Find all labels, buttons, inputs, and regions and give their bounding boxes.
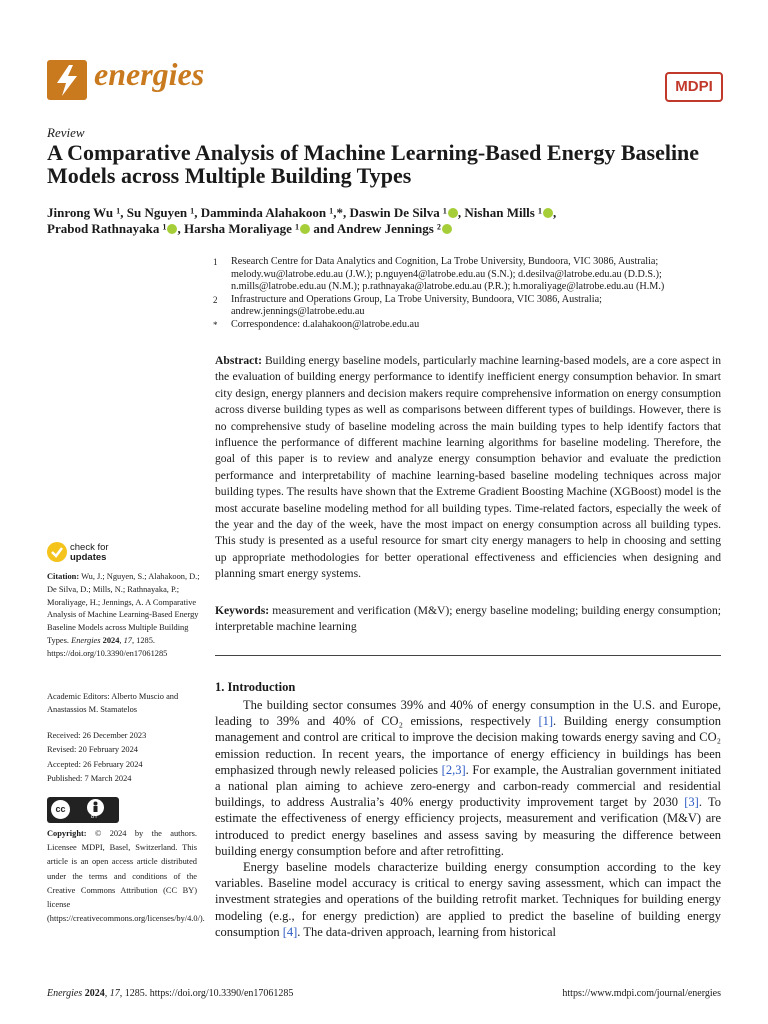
affiliation-mark: 2 [213,294,218,305]
affiliation-item [213,319,723,332]
abstract-text: Building energy baseline models, particularly machine learning-based models, are a core aspect in the evaluation of building energy performance to identify inefficient energy consumption behavior. In smart city design, energy planners and decision makers require comprehensive information on energy consumption across diverse building types as well as comparisons between different types of buildings. However, there is no comprehensive study of baseline modeling across the main building types to help identify factors that influence the performance of different machine learning algorithms for baseline modeling. Therefore, the goal of this paper is to review and analyze energy consumption behavior and evaluate the prediction performance and interpretability of machine learning-based baseline modeling techniques across major building types. The results have shown that the Extreme Gradient Boosting Machine (XGBoost) model is the most accurate baseline modeling method for all building types. Time-related factors, especially the week of the year and the day of the week, have the most impact on energy consumption across all building types. This study is presented as a useful resource for smart city energy managers to help in choosing and setting up appropriate methodologies for better operational effectiveness and efficiencies when designing and planning smart energy systems. [215,354,721,581]
citation-journal: Energies [71,635,101,645]
footer-citation [47,988,293,999]
article-type: Review [47,125,85,140]
author-text: Prabod Rathnayaka ¹ [47,221,167,236]
citation-label: Citation: [47,572,80,581]
academic-editors: Academic Editors: Alberto Muscio and Anastassios M. Stamatelos [47,692,179,714]
abstract [215,353,721,583]
journal-name: energies [94,56,205,92]
footer-volume: , 17 [104,988,120,999]
copyright-label: Copyright: [47,829,87,838]
check-updates-label[interactable] [70,543,109,563]
citation-link[interactable]: [4] [282,924,298,939]
orcid-icon[interactable] [543,208,553,218]
keywords-text: measurement and verification (M&V); energy baseline modeling; building energy consumption; interpretable machine learning [215,604,721,634]
paragraph-text: The building sector consumes 39% and 40% of energy consumption in the U.S. and Europe, leading to 39% and 40% of CO₂ emissions, respectively [215,698,721,729]
affiliation-mark: * [213,319,218,330]
affiliation-item [213,294,723,319]
citation-doi: , 1285. https://doi.org/10.3390/en17061285 [47,635,168,658]
affiliation-text: Research Centre for Data Analytics and Cognition, La Trobe University, Bundoora, VIC 3086, Australia; melody.wu@latrobe.edu.au (J.W.); p.nguyen4@latrobe.edu.au (S.N.); d.desilva@latrobe.edu.au (D.D.S.); n.mills@latrobe.edu.au (N.M.); p.rathnayaka@latrobe.edu.au (P.R.); h.moraliyage@latrobe.edu.au (H.M.) [231,256,665,293]
copyright-text: © 2024 by the authors. Licensee MDPI, Basel, Switzerland. This article is an open access article distributed under the terms and conditions of the Creative Commons Attribution (CC BY) license (https://creativecommons.org/licenses/by/4.0/). [47,829,205,924]
keywords-label: Keywords: [215,604,270,617]
keywords [215,603,721,636]
cc-logo-icon: cc [51,800,70,819]
affiliation-item [213,256,723,294]
orcid-icon[interactable] [300,224,310,234]
citation-link[interactable]: [3] [684,795,699,810]
paragraph-text: . To estimate the effectiveness of energy efficiency projects, measurement and verification (M&V) are introduced to predict energy baselines and assess saving by measuring the difference between building energy consumption before and after retrofitting. [215,795,721,858]
date-accepted: Accepted: 26 February 2024 [47,759,143,769]
author-list: Jinrong Wu ¹, Su Nguyen ¹, Damminda Alahakoon ¹,*, Daswin De Silva ¹ , Nishan Mills ¹ , Prabod Rathnayaka ¹ , Harsha Moraliyage ¹ and Andrew Jennings ² [47,205,557,236]
intro-body [215,697,721,940]
orcid-icon[interactable] [167,224,177,234]
author-text: and Andrew Jennings ² [310,221,441,236]
abstract-label: Abstract: [215,354,263,367]
author-text: Jinrong Wu ¹, Su Nguyen ¹, Damminda Alahakoon ¹,*, Daswin De Silva ¹ [47,205,447,220]
date-revised: Revised: 20 February 2024 [47,745,138,755]
affiliation-text: Correspondence: d.alahakoon@latrobe.edu.au [231,318,420,330]
check-updates-line: check for [70,542,109,553]
publication-dates [47,729,202,787]
author-text: , Harsha Moraliyage ¹ [177,221,300,236]
citation-link[interactable]: [2,3] [441,762,466,777]
author-text: , Nishan Mills ¹ [457,205,543,220]
footer-journal-url[interactable]: https://www.mdpi.com/journal/energies [562,988,721,999]
citation-year: 2024 [100,635,120,645]
citation-volume: , 17 [119,635,132,645]
paragraph-text: . The data-driven approach, learning from historical [297,924,556,939]
orcid-icon[interactable] [442,224,452,234]
footer-journal: Energies [47,988,83,999]
article-title: A Comparative Analysis of Machine Learning-Based Energy Baseline Models across Multiple Building Types [47,140,700,188]
date-received: Received: 26 December 2023 [47,731,147,740]
cc-by-label: BY [91,814,98,820]
citation-text: Wu, J.; Nguyen, S.; Alahakoon, D.; De Silva, D.; Mills, N.; Rathnayaka, P.; Moraliyage, H.; Jennings, A. A Comparative Analysis of Machine Learning-Based Energy Baseline Models across Multiple Building Types. [47,572,200,645]
footer-year: 2024 [82,988,105,999]
section-heading: 1. Introduction [215,680,296,694]
affiliations [213,256,723,332]
paragraph-text: . Building energy consumption management and control are critical to improve the decision making towards energy saving and CO₂ emission reduction. In recent years, the importance of energy efficiency in buildings has been emphasized through newly released policies [215,714,721,777]
footer-doi[interactable]: , 1285. https://doi.org/10.3390/en17061285 [119,988,294,999]
affiliation-text: Infrastructure and Operations Group, La Trobe University, Bundoora, VIC 3086, Australia; andrew.jennings@latrobe.edu.au [231,293,602,318]
paragraph [215,859,721,940]
paragraph-text: Energy baseline models characterize building energy consumption according to the key variables. Baseline model accuracy is critical to energy saving assessment, which can impact the investment strategies and operations of the building retrofit market. Techniques for building energy modeling (e.g., for energy prediction) are applied to predict the baseline of building energy consumption [215,860,721,939]
paragraph-text: . For example, the Australian government initiated a national plan aiming to achieve zero-energy and carbon-ready commercial and residential buildings, to address Australia’s 40% energy productivity improvement target by 2030 [215,762,721,810]
section-divider [215,655,721,656]
paragraph [215,697,721,859]
date-published: Published: 7 March 2024 [47,774,132,784]
check-updates-icon[interactable] [47,542,67,562]
affiliation-mark: 1 [213,257,218,267]
citation-link[interactable]: [1] [538,714,554,729]
cc-license-icon[interactable] [47,797,119,823]
journal-logo-icon [47,60,87,100]
copyright-block [47,827,205,926]
publisher-logo: MDPI [665,72,723,102]
check-updates-line: updates [70,552,107,563]
orcid-icon[interactable] [448,208,458,218]
citation-block [47,571,202,661]
